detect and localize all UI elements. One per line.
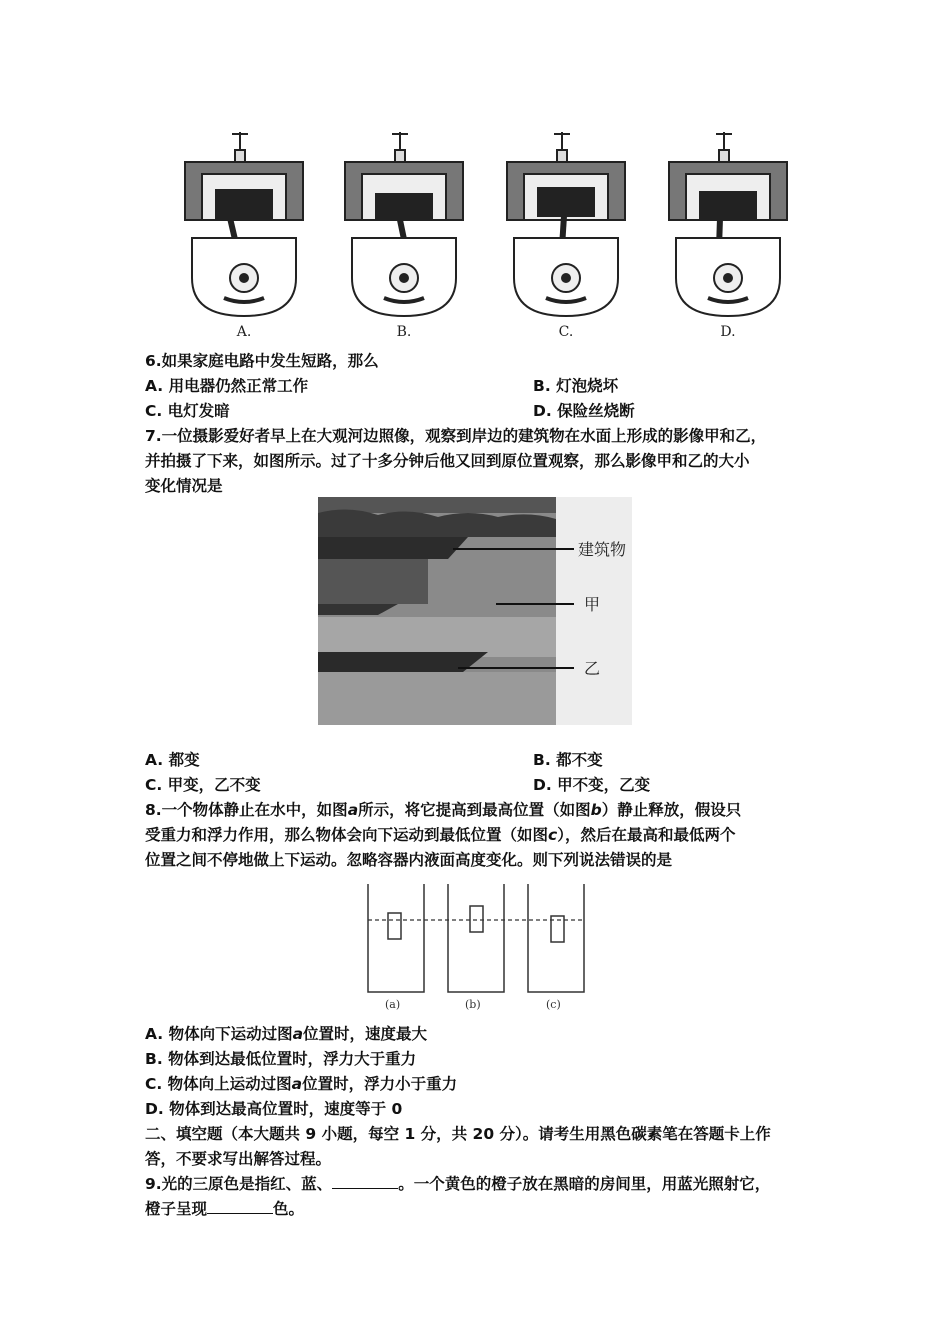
q9-blank-2[interactable] bbox=[207, 1199, 273, 1214]
q9-line-1 bbox=[145, 1174, 770, 1194]
q9-line-1-text2: 。一个黄色的橙子放在黑暗的房间里，用蓝光照射它， bbox=[398, 1175, 771, 1193]
q8-stem-1c: ）静止释放，假设只 bbox=[601, 801, 742, 819]
q7-option-d: D. 甲不变，乙变 bbox=[533, 776, 651, 794]
q7-stem-line-1: 7.一位摄影爱好者早上在大观河边照像，观察到岸边的建筑物在水面上形成的影像甲和乙， bbox=[145, 427, 767, 445]
beaker-diagram bbox=[360, 882, 592, 1010]
q8-option-c-var: a bbox=[291, 1075, 303, 1093]
engine-b-figure bbox=[340, 128, 468, 318]
q8-stem-line-2 bbox=[145, 825, 735, 845]
q9-line-1-text1: 9.光的三原色是指红、蓝、 bbox=[145, 1175, 333, 1193]
q8-option-a-var: a bbox=[292, 1025, 304, 1043]
q7-option-a: A. 都变 bbox=[145, 751, 200, 769]
beaker-label-c: (c) bbox=[546, 998, 561, 1010]
q8-option-b: B. 物体到达最低位置时，浮力大于重力 bbox=[145, 1050, 417, 1068]
q8-var-b: b bbox=[590, 801, 602, 819]
q8-stem-2b: ），然后在最高和最低两个 bbox=[557, 826, 736, 844]
q8-stem-line-1 bbox=[145, 800, 741, 820]
q9-line-2-text2: 色。 bbox=[273, 1200, 305, 1218]
q9-line-2 bbox=[145, 1199, 304, 1219]
q9-line-2-text1: 橙子呈现 bbox=[145, 1200, 208, 1218]
q7-option-b: B. 都不变 bbox=[533, 751, 603, 769]
q8-stem-1a: 8.一个物体静止在水中，如图 bbox=[145, 801, 348, 819]
section2-line-2: 答，不要求写出解答过程。 bbox=[145, 1150, 332, 1168]
q8-option-a-text2: 位置时，速度最大 bbox=[303, 1025, 428, 1043]
q6-option-b: B. 灯泡烧坏 bbox=[533, 377, 619, 395]
q7-stem-line-2: 并拍摄了下来，如图所示。过了十多分钟后他又回到原位置观察，那么影像甲和乙的大小 bbox=[145, 452, 750, 470]
engine-a-figure bbox=[180, 128, 308, 318]
q8-var-c: c bbox=[548, 826, 558, 844]
q9-blank-1[interactable] bbox=[332, 1174, 398, 1189]
engine-diagram-d bbox=[664, 128, 792, 343]
beaker-label-b: (b) bbox=[465, 998, 481, 1010]
q8-option-c bbox=[145, 1074, 457, 1094]
q8-option-c-text2: 位置时，浮力小于重力 bbox=[302, 1075, 458, 1093]
engine-a-label: A. bbox=[236, 324, 252, 340]
engine-diagram-c bbox=[502, 128, 630, 343]
engine-c-label: C. bbox=[558, 324, 574, 340]
q6-option-d: D. 保险丝烧断 bbox=[533, 402, 635, 420]
q8-option-c-text1: C. 物体向上运动过图 bbox=[145, 1075, 292, 1093]
label-jia: 甲 bbox=[584, 595, 601, 614]
engine-c-figure bbox=[502, 128, 630, 318]
label-yi: 乙 bbox=[584, 659, 601, 678]
q8-option-d: D. 物体到达最高位置时，速度等于 0 bbox=[145, 1100, 403, 1118]
q6-option-a: A. 用电器仍然正常工作 bbox=[145, 377, 309, 395]
q8-stem-2a: 受重力和浮力作用，那么物体会向下运动到最低位置（如图 bbox=[145, 826, 549, 844]
reflection-photo bbox=[318, 497, 632, 725]
section2-line-1: 二、填空题（本大题共 9 小题，每空 1 分，共 20 分）。请考生用黑色碳素笔在答题卡上作 bbox=[145, 1125, 771, 1143]
q6-option-c: C. 电灯发暗 bbox=[145, 402, 230, 420]
label-building: 建筑物 bbox=[578, 540, 627, 559]
q8-stem-1b: 所示，将它提高到最高位置（如图 bbox=[358, 801, 591, 819]
engine-d-label: D. bbox=[720, 324, 736, 340]
q8-option-a-text1: A. 物体向下运动过图 bbox=[145, 1025, 293, 1043]
beaker-label-a: (a) bbox=[385, 998, 401, 1010]
engine-diagram-b bbox=[340, 128, 468, 343]
q8-option-a bbox=[145, 1024, 427, 1044]
q8-stem-line-3: 位置之间不停地做上下运动。忽略容器内液面高度变化。则下列说法错误的是 bbox=[145, 851, 673, 869]
engine-d-figure bbox=[664, 128, 792, 318]
engine-diagram-a bbox=[180, 128, 308, 343]
q8-var-a: a bbox=[347, 801, 359, 819]
q7-stem-line-3: 变化情况是 bbox=[145, 477, 223, 495]
q7-option-c: C. 甲变，乙不变 bbox=[145, 776, 261, 794]
engine-b-label: B. bbox=[396, 324, 412, 340]
q6-stem: 6.如果家庭电路中发生短路，那么 bbox=[145, 352, 379, 370]
